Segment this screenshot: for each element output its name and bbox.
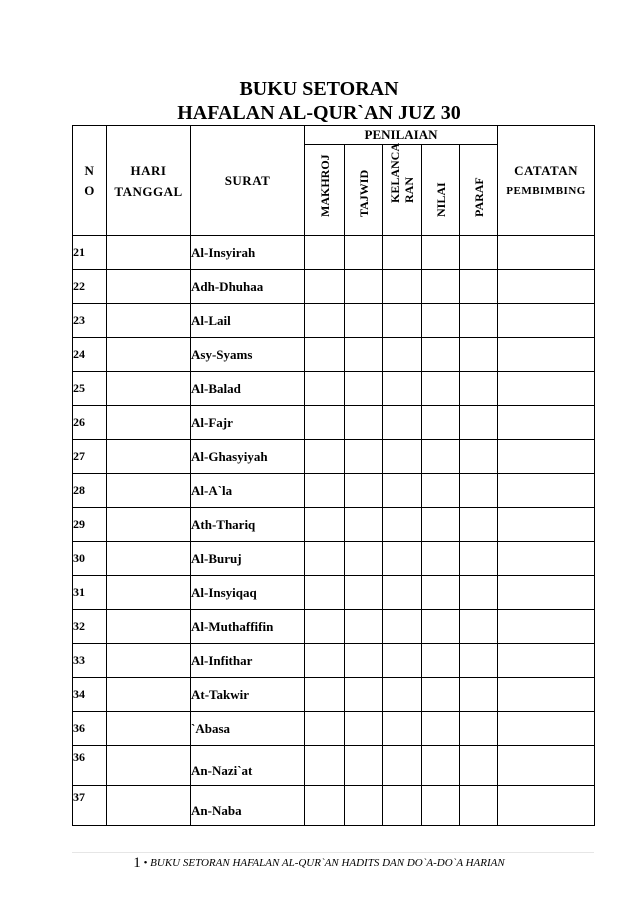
makhroj-cell[interactable] xyxy=(305,678,345,712)
surat-cell: Al-Ghasyiyah xyxy=(191,440,305,474)
hari-tanggal-cell[interactable] xyxy=(107,304,191,338)
header-hari: HARI xyxy=(130,162,167,178)
tajwid-cell[interactable] xyxy=(345,746,383,786)
table-row xyxy=(73,236,595,270)
nilai-cell[interactable] xyxy=(422,406,460,440)
paraf-cell[interactable] xyxy=(460,610,498,644)
setoran-table xyxy=(72,125,595,826)
paraf-cell[interactable] xyxy=(460,542,498,576)
row-number: 29 xyxy=(73,508,107,542)
catatan-cell[interactable] xyxy=(498,508,595,542)
row-number: 30 xyxy=(73,542,107,576)
paraf-cell[interactable] xyxy=(460,678,498,712)
kelancaran-cell[interactable] xyxy=(383,610,422,644)
kelancaran-cell[interactable] xyxy=(383,406,422,440)
tajwid-cell[interactable] xyxy=(345,678,383,712)
header-paraf-label: PARAF xyxy=(471,177,486,217)
title-line-1: BUKU SETORAN xyxy=(239,78,399,100)
paraf-cell[interactable] xyxy=(460,270,498,304)
nilai-cell[interactable] xyxy=(422,236,460,270)
hari-tanggal-cell[interactable] xyxy=(107,270,191,304)
makhroj-cell[interactable] xyxy=(305,610,345,644)
footer-divider xyxy=(72,852,594,853)
surat-cell: Al-Insyiqaq xyxy=(191,576,305,610)
makhroj-cell[interactable] xyxy=(305,372,345,406)
table-row xyxy=(73,644,595,678)
catatan-cell[interactable] xyxy=(498,678,595,712)
tajwid-cell[interactable] xyxy=(345,508,383,542)
header-hari-tanggal xyxy=(107,126,191,236)
tajwid-cell[interactable] xyxy=(345,786,383,826)
hari-tanggal-cell[interactable] xyxy=(107,786,191,826)
tajwid-cell[interactable] xyxy=(345,576,383,610)
table-row xyxy=(73,440,595,474)
kelancaran-cell[interactable] xyxy=(383,712,422,746)
header-kelancaran-line1: KELANCA xyxy=(388,142,402,203)
paraf-cell[interactable] xyxy=(460,576,498,610)
row-number: 26 xyxy=(73,406,107,440)
header-no-line1: N xyxy=(84,162,95,178)
table-row xyxy=(73,474,595,508)
header-no xyxy=(73,126,107,236)
hari-tanggal-cell[interactable] xyxy=(107,644,191,678)
hari-tanggal-cell[interactable] xyxy=(107,576,191,610)
header-nilai xyxy=(422,145,460,236)
kelancaran-cell[interactable] xyxy=(383,236,422,270)
surat-cell: Al-Buruj xyxy=(191,542,305,576)
header-surat: SURAT xyxy=(191,126,305,236)
tajwid-cell[interactable] xyxy=(345,644,383,678)
hari-tanggal-cell[interactable] xyxy=(107,474,191,508)
table-row xyxy=(73,576,595,610)
makhroj-cell[interactable] xyxy=(305,644,345,678)
header-kelancaran-line2: RAN xyxy=(402,177,416,203)
paraf-cell[interactable] xyxy=(460,304,498,338)
makhroj-cell[interactable] xyxy=(305,270,345,304)
surat-cell: Al-A`la xyxy=(191,474,305,508)
kelancaran-cell[interactable] xyxy=(383,746,422,786)
tajwid-cell[interactable] xyxy=(345,304,383,338)
catatan-cell[interactable] xyxy=(498,304,595,338)
header-catatan-line2: PEMBIMBING xyxy=(506,184,586,197)
surat-cell: Al-Balad xyxy=(191,372,305,406)
paraf-cell[interactable] xyxy=(460,338,498,372)
makhroj-cell[interactable] xyxy=(305,746,345,786)
row-number: 23 xyxy=(73,304,107,338)
table-row xyxy=(73,712,595,746)
header-kelancaran xyxy=(383,142,422,236)
kelancaran-cell[interactable] xyxy=(383,304,422,338)
row-number: 25 xyxy=(73,372,107,406)
nilai-cell[interactable] xyxy=(422,678,460,712)
row-number: 33 xyxy=(73,644,107,678)
hari-tanggal-cell[interactable] xyxy=(107,508,191,542)
hari-tanggal-cell[interactable] xyxy=(107,678,191,712)
nilai-cell[interactable] xyxy=(422,610,460,644)
makhroj-cell[interactable] xyxy=(305,304,345,338)
header-tanggal: TANGGAL xyxy=(114,183,183,199)
makhroj-cell[interactable] xyxy=(305,576,345,610)
makhroj-cell[interactable] xyxy=(305,508,345,542)
tajwid-cell[interactable] xyxy=(345,338,383,372)
hari-tanggal-cell[interactable] xyxy=(107,542,191,576)
table-row xyxy=(73,406,595,440)
hari-tanggal-cell[interactable] xyxy=(107,712,191,746)
paraf-cell[interactable] xyxy=(460,406,498,440)
tajwid-cell[interactable] xyxy=(345,372,383,406)
paraf-cell[interactable] xyxy=(460,644,498,678)
tajwid-cell[interactable] xyxy=(345,236,383,270)
tajwid-cell[interactable] xyxy=(345,712,383,746)
tajwid-cell[interactable] xyxy=(345,542,383,576)
surat-cell: Al-Fajr xyxy=(191,406,305,440)
catatan-cell[interactable] xyxy=(498,644,595,678)
makhroj-cell[interactable] xyxy=(305,338,345,372)
table-row xyxy=(73,542,595,576)
nilai-cell[interactable] xyxy=(422,304,460,338)
makhroj-cell[interactable] xyxy=(305,440,345,474)
catatan-cell[interactable] xyxy=(498,576,595,610)
paraf-cell[interactable] xyxy=(460,786,498,826)
paraf-cell[interactable] xyxy=(460,746,498,786)
header-kelancaran-label xyxy=(388,143,416,203)
paraf-cell[interactable] xyxy=(460,372,498,406)
nilai-cell[interactable] xyxy=(422,270,460,304)
catatan-cell[interactable] xyxy=(498,236,595,270)
row-number: 21 xyxy=(73,236,107,270)
row-number: 27 xyxy=(73,440,107,474)
hari-tanggal-cell[interactable] xyxy=(107,236,191,270)
surat-cell: Asy-Syams xyxy=(191,338,305,372)
footer-text: BUKU SETORAN HAFALAN AL-QUR`AN HADITS DAN DO`A-DO`A HARIAN xyxy=(150,857,505,869)
nilai-cell[interactable] xyxy=(422,746,460,786)
kelancaran-cell[interactable] xyxy=(383,542,422,576)
hari-tanggal-cell[interactable] xyxy=(107,440,191,474)
kelancaran-cell[interactable] xyxy=(383,508,422,542)
header-catatan xyxy=(498,126,595,236)
row-number: 28 xyxy=(73,474,107,508)
row-number: 32 xyxy=(73,610,107,644)
header-makhroj xyxy=(305,145,345,236)
tajwid-cell[interactable] xyxy=(345,474,383,508)
table-row xyxy=(73,610,595,644)
header-penilaian: PENILAIAN xyxy=(305,126,498,145)
nilai-cell[interactable] xyxy=(422,338,460,372)
hari-tanggal-cell[interactable] xyxy=(107,372,191,406)
row-number: 31 xyxy=(73,576,107,610)
header-tajwid xyxy=(345,145,383,236)
catatan-cell[interactable] xyxy=(498,440,595,474)
surat-cell: An-Nazi`at xyxy=(191,746,305,786)
row-number: 37 xyxy=(73,786,107,826)
table-row xyxy=(73,338,595,372)
table-row xyxy=(73,508,595,542)
nilai-cell[interactable] xyxy=(422,508,460,542)
hari-tanggal-cell[interactable] xyxy=(107,746,191,786)
header-makhroj-label: MAKHROJ xyxy=(317,154,332,217)
makhroj-cell[interactable] xyxy=(305,474,345,508)
catatan-cell[interactable] xyxy=(498,270,595,304)
surat-cell: At-Takwir xyxy=(191,678,305,712)
table-row xyxy=(73,372,595,406)
catatan-cell[interactable] xyxy=(498,712,595,746)
surat-cell: Al-Infithar xyxy=(191,644,305,678)
header-catatan-line1: CATATAN xyxy=(514,162,579,178)
nilai-cell[interactable] xyxy=(422,372,460,406)
surat-cell: Ath-Thariq xyxy=(191,508,305,542)
row-number: 22 xyxy=(73,270,107,304)
paraf-cell[interactable] xyxy=(460,712,498,746)
kelancaran-cell[interactable] xyxy=(383,678,422,712)
catatan-cell[interactable] xyxy=(498,542,595,576)
makhroj-cell[interactable] xyxy=(305,236,345,270)
catatan-cell[interactable] xyxy=(498,746,595,786)
header-nilai-label: NILAI xyxy=(433,182,448,217)
paraf-cell[interactable] xyxy=(460,236,498,270)
makhroj-cell[interactable] xyxy=(305,542,345,576)
row-number: 24 xyxy=(73,338,107,372)
surat-cell: Al-Lail xyxy=(191,304,305,338)
tajwid-cell[interactable] xyxy=(345,270,383,304)
catatan-cell[interactable] xyxy=(498,786,595,826)
surat-cell: Al-Muthaffifin xyxy=(191,610,305,644)
footer-separator: • xyxy=(143,857,148,869)
kelancaran-cell[interactable] xyxy=(383,474,422,508)
paraf-cell[interactable] xyxy=(460,508,498,542)
makhroj-cell[interactable] xyxy=(305,712,345,746)
catatan-cell[interactable] xyxy=(498,474,595,508)
header-paraf xyxy=(460,145,498,236)
row-number: 36 xyxy=(73,712,107,746)
surat-cell: `Abasa xyxy=(191,712,305,746)
row-number: 36 xyxy=(73,746,107,786)
surat-cell: Al-Insyirah xyxy=(191,236,305,270)
surat-cell: An-Naba xyxy=(191,786,305,826)
header-tajwid-label: TAJWID xyxy=(356,169,371,217)
table-body xyxy=(73,236,595,826)
hari-tanggal-cell[interactable] xyxy=(107,338,191,372)
paraf-cell[interactable] xyxy=(460,474,498,508)
nilai-cell[interactable] xyxy=(422,474,460,508)
catatan-cell[interactable] xyxy=(498,338,595,372)
kelancaran-cell[interactable] xyxy=(383,576,422,610)
hari-tanggal-cell[interactable] xyxy=(107,610,191,644)
table-row xyxy=(73,678,595,712)
surat-cell: Adh-Dhuhaa xyxy=(191,270,305,304)
title-line-2: HAFALAN AL-QUR`AN JUZ 30 xyxy=(177,102,461,124)
kelancaran-cell[interactable] xyxy=(383,440,422,474)
hari-tanggal-cell[interactable] xyxy=(107,406,191,440)
table-row xyxy=(73,270,595,304)
nilai-cell[interactable] xyxy=(422,542,460,576)
nilai-cell[interactable] xyxy=(422,712,460,746)
page-footer xyxy=(0,855,638,872)
nilai-cell[interactable] xyxy=(422,644,460,678)
nilai-cell[interactable] xyxy=(422,440,460,474)
kelancaran-cell[interactable] xyxy=(383,644,422,678)
tajwid-cell[interactable] xyxy=(345,610,383,644)
header-no-line2: O xyxy=(84,182,95,198)
kelancaran-cell[interactable] xyxy=(383,372,422,406)
tajwid-cell[interactable] xyxy=(345,406,383,440)
catatan-cell[interactable] xyxy=(498,406,595,440)
catatan-cell[interactable] xyxy=(498,372,595,406)
paraf-cell[interactable] xyxy=(460,440,498,474)
row-number: 34 xyxy=(73,678,107,712)
kelancaran-cell[interactable] xyxy=(383,270,422,304)
table-row xyxy=(73,786,595,826)
page-number: 1 xyxy=(133,855,141,871)
nilai-cell[interactable] xyxy=(422,576,460,610)
makhroj-cell[interactable] xyxy=(305,406,345,440)
tajwid-cell[interactable] xyxy=(345,440,383,474)
table-row xyxy=(73,304,595,338)
table-row xyxy=(73,746,595,786)
kelancaran-cell[interactable] xyxy=(383,338,422,372)
makhroj-cell[interactable] xyxy=(305,786,345,826)
nilai-cell[interactable] xyxy=(422,786,460,826)
kelancaran-cell[interactable] xyxy=(383,786,422,826)
catatan-cell[interactable] xyxy=(498,610,595,644)
